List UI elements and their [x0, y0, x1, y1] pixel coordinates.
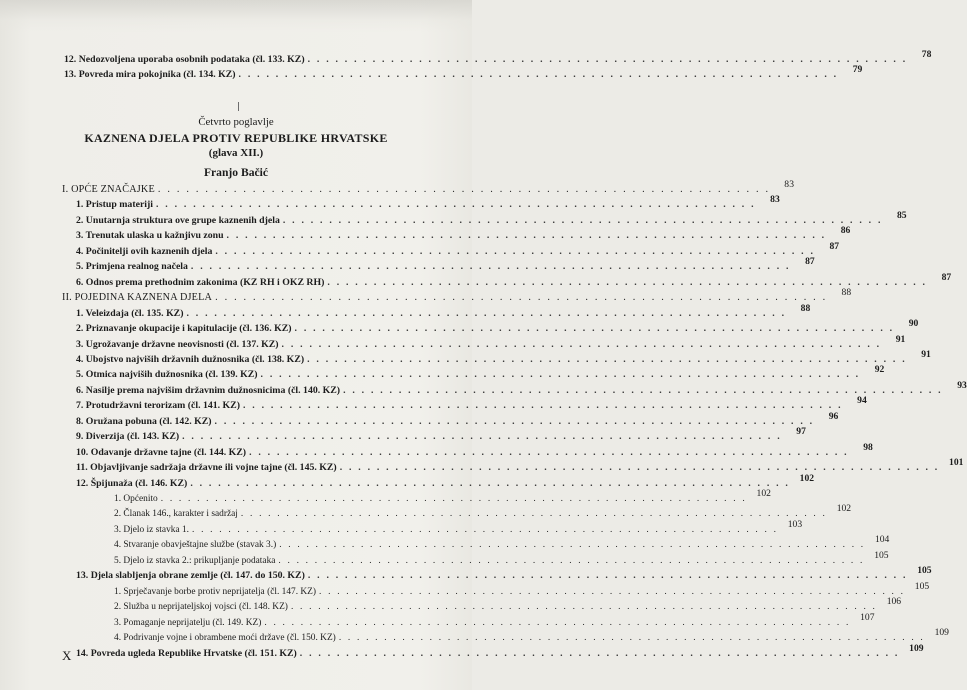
toc-entry [64, 49, 932, 66]
toc-entry [76, 303, 811, 320]
toc-entry-label: 9. Diverzija (čl. 143. KZ) [76, 431, 180, 442]
toc-leader-dots: . . . . . . . . . . . . . . . . . . . . . . . . . . . . . . . . . . . . . . . . . . . . . . . . . . . . . . . . . . . . . . . . . [260, 369, 861, 380]
toc-leader-dots: . . . . . . . . . . . . . . . . . . . . . . . . . . . . . . . . . . . . . . . . . . . . . . . . . . . . . . . . . . . . . . . . . [319, 587, 906, 597]
toc-entry-page: 97 [796, 426, 806, 437]
toc-entry-label: 4. Počinitelji ovih kaznenih djela [76, 246, 213, 257]
toc-entry [114, 488, 771, 505]
toc-entry-label: 2. Članak 146., karakter i sadržaj [114, 509, 238, 519]
toc-entry [76, 442, 873, 459]
toc-entry-label: 13. Povreda mira pokojnika (čl. 134. KZ) [64, 69, 236, 80]
toc-entry [76, 643, 924, 660]
toc-leader-dots: . . . . . . . . . . . . . . . . . . . . . . . . . . . . . . . . . . . . . . . . . . . . . . . . . . . . . . . . . . . . . . . . . [264, 618, 851, 628]
toc-entry-label: 4. Podrivanje vojne i obrambene moći države (čl. 150. KZ) [114, 633, 336, 643]
toc-entry-label: 1. Veleizdaja (čl. 135. KZ) [76, 308, 184, 319]
toc-leader-dots: . . . . . . . . . . . . . . . . . . . . . . . . . . . . . . . . . . . . . . . . . . . . . . . . . . . . . . . . . . . . . . . . . [249, 447, 849, 458]
toc-entry-page: 106 [886, 596, 902, 607]
toc-entry [76, 473, 815, 490]
toc-entry [76, 380, 967, 397]
toc-entry-page: 83 [784, 179, 795, 190]
toc-leader-dots: . . . . . . . . . . . . . . . . . . . . . . . . . . . . . . . . . . . . . . . . . . . . . . . . . . . . . . . . . . . . . . . . . [281, 339, 882, 350]
toc-leader-dots: . . . . . . . . . . . . . . . . . . . . . . . . . . . . . . . . . . . . . . . . . . . . . . . . . . . . . . . . . . . . . . . . . [290, 602, 878, 612]
toc-entry [76, 457, 964, 474]
toc-leader-dots: . . . . . . . . . . . . . . . . . . . . . . . . . . . . . . . . . . . . . . . . . . . . . . . . . . . . . . . . . . . . . . . . . [343, 385, 943, 396]
toc-leader-dots: . . . . . . . . . . . . . . . . . . . . . . . . . . . . . . . . . . . . . . . . . . . . . . . . . . . . . . . . . . . . . . . . . [338, 633, 925, 643]
toc-entry [76, 194, 780, 211]
toc-entry-page: 93 [957, 380, 967, 391]
toc-entry-page: 109 [934, 627, 949, 638]
toc-leader-dots: . . . . . . . . . . . . . . . . . . . . . . . . . . . . . . . . . . . . . . . . . . . . . . . . . . . . . . . . . . . . . . . . . [279, 540, 866, 550]
toc-leader-dots: . . . . . . . . . . . . . . . . . . . . . . . . . . . . . . . . . . . . . . . . . . . . . . . . . . . . . . . . . . . . . . . . . [190, 478, 791, 489]
toc-entry-page: 87 [805, 256, 815, 267]
chapter-author: Franjo Bačić [203, 166, 269, 179]
toc-leader-dots: . . . . . . . . . . . . . . . . . . . . . . . . . . . . . . . . . . . . . . . . . . . . . . . . . . . . . . . . . . . . . . . . . [307, 354, 907, 365]
toc-entry-page: 105 [914, 581, 930, 592]
toc-entry-label: 12. Nedozvoljena uporaba osobnih podataka (čl. 133. KZ) [64, 54, 305, 65]
toc-leader-dots: . . . . . . . . . . . . . . . . . . . . . . . . . . . . . . . . . . . . . . . . . . . . . . . . . . . . . . . . . . . . . . . . . [240, 509, 828, 519]
toc-entry-page: 88 [841, 287, 852, 298]
toc-entry-page: 90 [908, 318, 919, 329]
center-mark [238, 102, 239, 111]
toc-entry [76, 210, 907, 227]
toc-entry-label: 4. Stvaranje obavještajne službe (stavak 3.) [114, 540, 277, 550]
toc-entry-label: 3. Trenutak ulaska u kažnjivu zonu [76, 230, 224, 241]
toc-entry-label: 5. Djelo iz stavka 2.: prikupljanje podataka [114, 556, 276, 566]
toc-entry [76, 349, 931, 366]
toc-leader-dots: . . . . . . . . . . . . . . . . . . . . . . . . . . . . . . . . . . . . . . . . . . . . . . . . . . . . . . . . . . . . . . . . . [238, 69, 839, 80]
toc-entry-label: 1. Sprječavanje borbe protiv neprijatelja (čl. 147. KZ) [114, 587, 317, 597]
toc-leader-dots: . . . . . . . . . . . . . . . . . . . . . . . . . . . . . . . . . . . . . . . . . . . . . . . . . . . . . . . . . . . . . . . . . [339, 462, 940, 473]
toc-entry-page: 87 [829, 241, 840, 252]
toc-entry-label: 3. Djelo iz stavka 1. [114, 525, 189, 535]
toc-entry-label: 2. Priznavanje okupacije i kapitulacije (čl. 136. KZ) [76, 323, 292, 334]
toc-entry [76, 272, 952, 289]
toc-entry-label: 10. Odavanje državne tajne (čl. 144. KZ) [76, 447, 247, 458]
toc-leader-dots: . . . . . . . . . . . . . . . . . . . . . . . . . . . . . . . . . . . . . . . . . . . . . . . . . . . . . . . . . . . . . . . . . [156, 199, 756, 210]
toc-leader-dots: . . . . . . . . . . . . . . . . . . . . . . . . . . . . . . . . . . . . . . . . . . . . . . . . . . . . . . . . . . . . . . . . . [190, 261, 791, 272]
toc-entry-page: 104 [874, 534, 890, 545]
toc-entry-label: 7. Protudržavni terorizam (čl. 141. KZ) [76, 400, 240, 411]
toc-entry-label: 11. Objavljivanje sadržaja državne ili vojne tajne (čl. 145. KZ) [76, 462, 337, 473]
toc-entry-page: 102 [756, 488, 771, 499]
toc-entry-label: 8. Oružana pobuna (čl. 142. KZ) [76, 416, 212, 427]
toc-leader-dots: . . . . . . . . . . . . . . . . . . . . . . . . . . . . . . . . . . . . . . . . . . . . . . . . . . . . . . . . . . . . . . . . . [226, 230, 827, 241]
toc-entry [114, 503, 852, 520]
toc-entry-label: I. OPĆE ZNAČAJKE [62, 184, 155, 195]
toc-entry [114, 581, 930, 598]
toc-entry-label: 6. Nasilje prema najvišim državnim dužnosnicima (čl. 140. KZ) [76, 385, 341, 396]
page-top-bleed [0, 0, 472, 32]
toc-leader-dots: . . . . . . . . . . . . . . . . . . . . . . . . . . . . . . . . . . . . . . . . . . . . . . . . . . . . . . . . . . . . . . . . . [299, 648, 900, 659]
toc-entry-label: 3. Pomaganje neprijatelju (čl. 149. KZ) [114, 618, 262, 628]
toc-entry-page: 102 [836, 503, 852, 514]
toc-leader-dots: . . . . . . . . . . . . . . . . . . . . . . . . . . . . . . . . . . . . . . . . . . . . . . . . . . . . . . . . . . . . . . . . . [278, 556, 865, 566]
toc-entry-page: 91 [895, 334, 906, 345]
toc-entry-page: 105 [917, 565, 932, 576]
toc-entry-label: 5. Primjena realnog načela [76, 261, 188, 272]
toc-entry-label: 5. Otmica najviših dužnosnika (čl. 139. KZ) [76, 369, 258, 380]
toc-entry-page: 98 [863, 442, 873, 453]
toc-entry-page: 91 [921, 349, 931, 360]
chapter-label: Četvrto poglavlje [198, 116, 274, 128]
toc-entry-label: 2. Služba u neprijateljskoj vojsci (čl. 148. KZ) [114, 602, 288, 612]
toc-entry [76, 364, 885, 381]
toc-entry [114, 612, 875, 629]
toc-entry-label: 4. Ubojstvo najviših državnih dužnosnika (čl. 138. KZ) [76, 354, 305, 365]
toc-entry-page: 102 [799, 473, 815, 484]
toc-entry [76, 395, 867, 412]
toc-leader-dots: . . . . . . . . . . . . . . . . . . . . . . . . . . . . . . . . . . . . . . . . . . . . . . . . . . . . . . . . . . . . . . . . . [186, 308, 787, 319]
toc-entry [76, 225, 851, 242]
toc-leader-dots: . . . . . . . . . . . . . . . . . . . . . . . . . . . . . . . . . . . . . . . . . . . . . . . . . . . . . . . . . . . . . . . . . [191, 525, 779, 535]
toc-entry [114, 550, 889, 567]
toc-entry-label: II. POJEDINA KAZNENA DJELA [62, 292, 213, 303]
toc-entry-page: 83 [770, 194, 780, 205]
toc-entry [76, 565, 932, 582]
toc-entry-page: 105 [874, 550, 889, 561]
toc-entry [76, 241, 840, 258]
toc-entry-page: 86 [840, 225, 851, 236]
toc-entry [62, 287, 852, 304]
toc-leader-dots: . . . . . . . . . . . . . . . . . . . . . . . . . . . . . . . . . . . . . . . . . . . . . . . . . . . . . . . . . . . . . . . . . [160, 494, 747, 504]
toc-entry [76, 411, 839, 428]
toc-entry [76, 318, 919, 335]
toc-leader-dots: . . . . . . . . . . . . . . . . . . . . . . . . . . . . . . . . . . . . . . . . . . . . . . . . . . . . . . . . . . . . . . . . . [307, 54, 908, 65]
toc-leader-dots: . . . . . . . . . . . . . . . . . . . . . . . . . . . . . . . . . . . . . . . . . . . . . . . . . . . . . . . . . . . . . . . . . [282, 215, 883, 226]
toc-entry [76, 334, 906, 351]
toc-entry [114, 596, 902, 613]
toc-entry [76, 256, 815, 273]
toc-entry-page: 94 [857, 395, 867, 406]
toc-entry-label: 6. Odnos prema prethodnim zakonima (KZ RH i OKZ RH) [76, 277, 325, 288]
toc-entry-page: 96 [828, 411, 839, 422]
toc-entry [64, 64, 863, 81]
toc-entry-label: 14. Povreda ugleda Republike Hrvatske (čl. 151. KZ) [76, 648, 297, 659]
toc-entry-label: 12. Špijunaža (čl. 146. KZ) [76, 478, 188, 489]
toc-entry-label: 3. Ugrožavanje državne neovisnosti (čl. 137. KZ) [76, 339, 279, 350]
toc-entry-page: 107 [860, 612, 875, 623]
page-number: X [62, 648, 72, 663]
toc-entry [114, 534, 890, 551]
toc-entry-label: 1. Pristup materiji [76, 199, 153, 210]
toc-entry-page: 85 [897, 210, 907, 221]
toc-entry-label: 1. Općenito [114, 494, 158, 504]
toc-entry-page: 88 [800, 303, 811, 314]
chapter-subtitle: (glava XII.) [208, 147, 264, 159]
toc-leader-dots: . . . . . . . . . . . . . . . . . . . . . . . . . . . . . . . . . . . . . . . . . . . . . . . . . . . . . . . . . . . . . . . . . [157, 184, 771, 195]
toc-leader-dots: . . . . . . . . . . . . . . . . . . . . . . . . . . . . . . . . . . . . . . . . . . . . . . . . . . . . . . . . . . . . . . . . . [182, 431, 782, 442]
toc-leader-dots: . . . . . . . . . . . . . . . . . . . . . . . . . . . . . . . . . . . . . . . . . . . . . . . . . . . . . . . . . . . . . . . . . [214, 416, 815, 427]
toc-entry [76, 426, 806, 443]
toc-leader-dots: . . . . . . . . . . . . . . . . . . . . . . . . . . . . . . . . . . . . . . . . . . . . . . . . . . . . . . . . . . . . . . . . . [307, 570, 908, 581]
toc-entry-page: 109 [909, 643, 924, 654]
chapter-title: KAZNENA DJELA PROTIV REPUBLIKE HRVATSKE [84, 131, 388, 145]
toc-entry [114, 519, 803, 536]
toc-leader-dots: . . . . . . . . . . . . . . . . . . . . . . . . . . . . . . . . . . . . . . . . . . . . . . . . . . . . . . . . . . . . . . . . . [215, 292, 828, 303]
toc-entry-label: 2. Unutarnja struktura ove grupe kaznenih djela [76, 215, 280, 226]
toc-entry-page: 79 [852, 64, 863, 75]
toc-leader-dots: . . . . . . . . . . . . . . . . . . . . . . . . . . . . . . . . . . . . . . . . . . . . . . . . . . . . . . . . . . . . . . . . . [327, 277, 928, 288]
toc-entry-page: 78 [921, 49, 932, 60]
toc-entry [114, 627, 949, 644]
toc-entry-page: 101 [949, 457, 964, 468]
toc-entry-label: 13. Djela slabljenja obrane zemlje (čl. 147. do 150. KZ) [76, 570, 305, 581]
toc-leader-dots: . . . . . . . . . . . . . . . . . . . . . . . . . . . . . . . . . . . . . . . . . . . . . . . . . . . . . . . . . . . . . . . . . [242, 400, 843, 411]
toc-entry-page: 92 [874, 364, 885, 375]
toc-leader-dots: . . . . . . . . . . . . . . . . . . . . . . . . . . . . . . . . . . . . . . . . . . . . . . . . . . . . . . . . . . . . . . . . . [294, 323, 895, 334]
toc-entry-page: 103 [787, 519, 803, 530]
toc-leader-dots: . . . . . . . . . . . . . . . . . . . . . . . . . . . . . . . . . . . . . . . . . . . . . . . . . . . . . . . . . . . . . . . . . [215, 246, 816, 257]
toc-entry [62, 179, 795, 196]
toc-entry-page: 87 [941, 272, 952, 283]
